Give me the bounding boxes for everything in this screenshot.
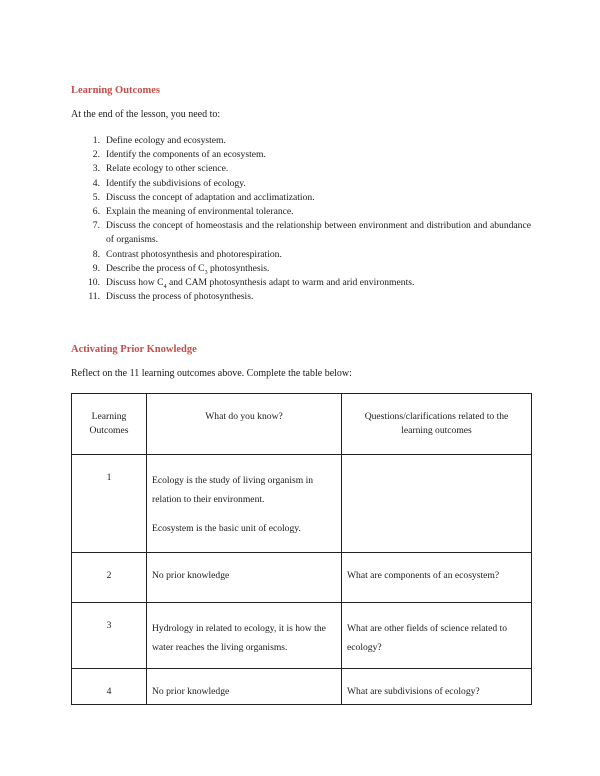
list-item: 10. Discuss how $C_4$ and CAM photosynthesis adapt to warm and arid environments. xyxy=(88,277,415,290)
row-know-cell: Hydrology in related to ecology, it is how the water reaches the living organisms. xyxy=(147,603,342,669)
list-item: 4. Identify the subdivisions of ecology. xyxy=(92,177,246,189)
list-item: 7. Discuss the concept of homeostasis and the relationship between environment and distribution and abundance of organisms. xyxy=(92,220,531,246)
list-item: 8. Contrast photosynthesis and photorespiration. xyxy=(92,248,282,260)
table-header-row xyxy=(72,394,532,455)
list-item: 3. Relate ecology to other science. xyxy=(92,163,229,175)
table-row xyxy=(72,669,532,705)
row-question-cell: What are other fields of science related to ecology? xyxy=(342,603,532,669)
table-row xyxy=(72,553,532,603)
row-question-cell: What are components of an ecosystem? xyxy=(342,553,532,603)
row-number: 2 xyxy=(72,553,147,603)
header-questions: Questions/clarifications related to the learning outcomes xyxy=(342,394,532,455)
row-question-cell: What are subdivisions of ecology? xyxy=(342,669,532,705)
prior-knowledge-heading: Activating Prior Knowledge xyxy=(71,344,197,355)
row-number: 3 xyxy=(72,603,147,669)
row-know-cell: No prior knowledge xyxy=(147,553,342,603)
list-item: 9. Describe the process of $C_3$ photosynthesis. xyxy=(92,262,270,276)
row-know-cell: Ecology is the study of living organism in relation to their environment. Ecosystem is the basic unit of ecology. xyxy=(147,455,342,553)
list-item: 11. Discuss the process of photosynthesis. xyxy=(88,291,254,303)
row-number: 4 xyxy=(72,669,147,705)
prior-knowledge-intro: Reflect on the 11 learning outcomes above. Complete the table below: xyxy=(71,368,352,379)
learning-outcomes-intro: At the end of the lesson, you need to: xyxy=(71,109,221,120)
list-item: 6. Explain the meaning of environmental tolerance. xyxy=(92,206,294,218)
list-item: 2. Identify the components of an ecosystem. xyxy=(92,149,266,161)
learning-outcomes-list xyxy=(71,134,531,304)
learning-outcomes-heading: Learning Outcomes xyxy=(71,85,160,96)
header-learning-outcomes: Learning Outcomes xyxy=(72,394,147,455)
list-item: 1. Define ecology and ecosystem. xyxy=(92,135,226,146)
row-know-cell: No prior knowledge xyxy=(147,669,342,705)
table-row xyxy=(72,603,532,669)
table-row xyxy=(72,455,532,553)
list-item: 5. Discuss the concept of adaptation and acclimatization. xyxy=(92,191,315,203)
prior-knowledge-table xyxy=(71,393,532,705)
row-question-cell xyxy=(342,455,532,553)
header-what-do-you-know: What do you know? xyxy=(147,394,342,455)
row-number: 1 xyxy=(72,455,147,553)
